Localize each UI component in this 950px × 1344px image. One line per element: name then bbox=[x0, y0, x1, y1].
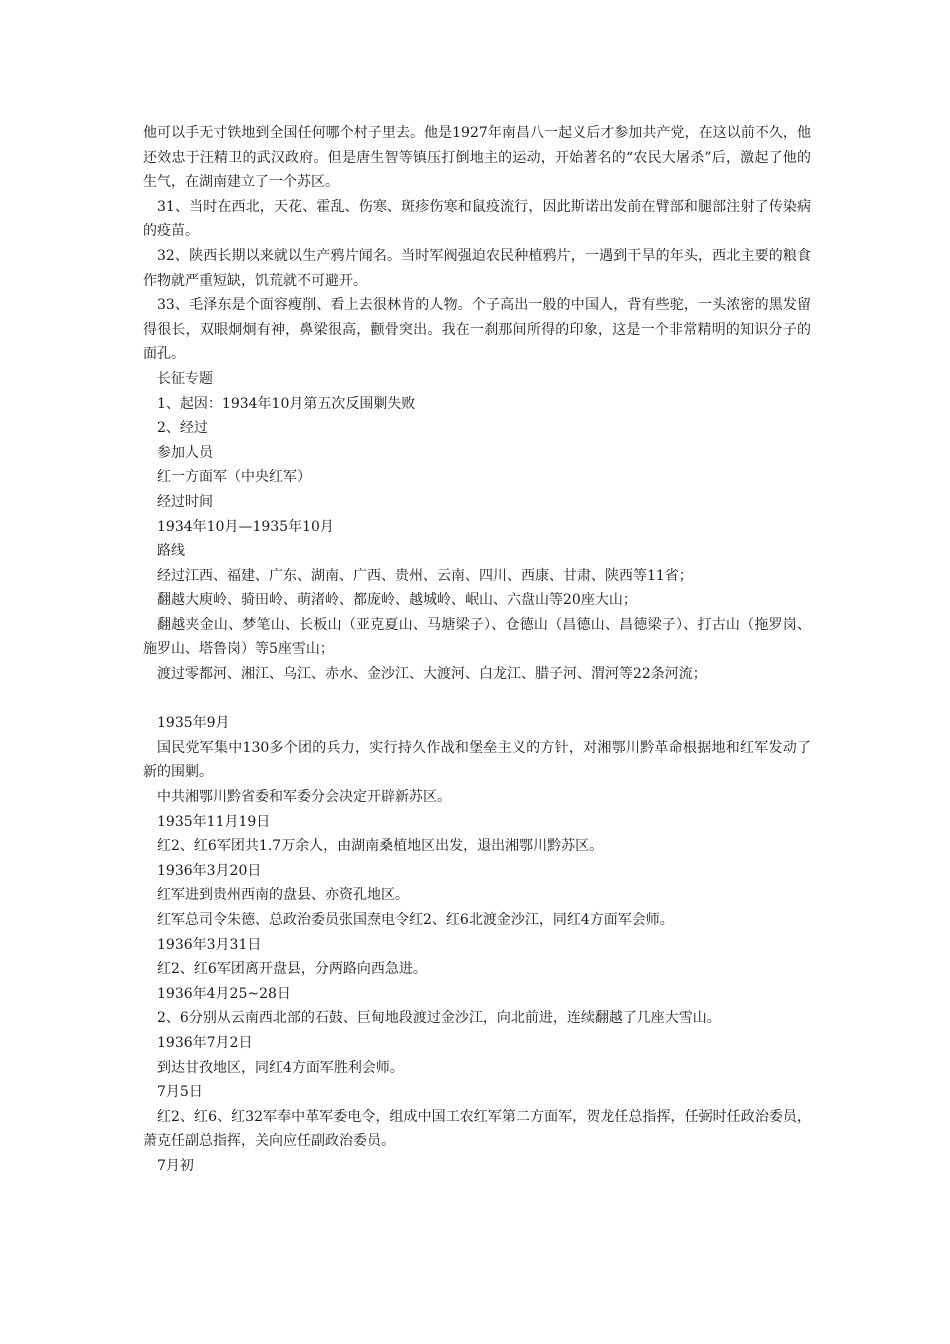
paragraph: 经过时间 bbox=[157, 493, 213, 510]
paragraph: 7月初 bbox=[157, 1157, 194, 1174]
document-page bbox=[143, 121, 811, 1179]
paragraph: 参加人员 bbox=[157, 444, 213, 461]
paragraph: 33、毛泽东是个面容瘦削、看上去很林肯的人物。个子高出一般的中国人，背有些驼，一头浓密的黑发留得很长，双眼炯炯有神，鼻梁很高，颧骨突出。我在一刹那间所得的印象，这是一个非常精明的知识分子的面孔。 bbox=[143, 297, 811, 363]
paragraph: 经过江西、福建、广东、湖南、广西、贵州、云南、四川、西康、甘肃、陕西等11省； bbox=[157, 567, 693, 584]
paragraph: 红一方面军（中央红军） bbox=[157, 469, 311, 486]
paragraph: 1935年11月19日 bbox=[157, 813, 271, 830]
document-body bbox=[143, 121, 811, 1179]
paragraph: 1936年7月2日 bbox=[157, 1034, 253, 1051]
paragraph: 国民党军集中130多个团的兵力，实行持久作战和堡垒主义的方针，对湘鄂川黔革命根据地和红军发动了新的围剿。 bbox=[143, 739, 811, 781]
paragraph: 翻越大庾岭、骑田岭、萌渚岭、都庞岭、越城岭、岷山、六盘山等20座大山； bbox=[157, 592, 637, 609]
paragraph: 红军进到贵州西南的盘县、亦资孔地区。 bbox=[157, 887, 409, 904]
paragraph: 1936年3月31日 bbox=[157, 936, 262, 953]
paragraph: 1、起因：1934年10月第五次反围剿失败 bbox=[157, 395, 416, 412]
paragraph: 红2、红6、红32军奉中革军委电令，组成中国工农红军第二方面军，贺龙任总指挥，任弼时任政治委员，萧克任副总指挥，关向应任副政治委员。 bbox=[143, 1108, 811, 1150]
paragraph: 翻越夹金山、梦笔山、长板山（亚克夏山、马塘梁子）、仓德山（昌德山、昌德梁子）、打古山（拖罗岗、施罗山、塔鲁岗）等5座雪山； bbox=[143, 616, 811, 658]
paragraph: 路线 bbox=[157, 543, 185, 560]
paragraph: 长征专题 bbox=[157, 370, 213, 387]
paragraph: 渡过零都河、湘江、乌江、赤水、金沙江、大渡河、白龙江、腊子河、渭河等22条河流； bbox=[157, 666, 707, 683]
paragraph: 到达甘孜地区，同红4方面军胜利会师。 bbox=[157, 1059, 404, 1076]
paragraph: 中共湘鄂川黔省委和军委分会决定开辟新苏区。 bbox=[157, 789, 451, 806]
paragraph: 1935年9月 bbox=[157, 715, 230, 732]
paragraph: 32、陕西长期以来就以生产鸦片闻名。当时军阀强迫农民种植鸦片，一遇到干旱的年头，西北主要的粮食作物就严重短缺，饥荒就不可避开。 bbox=[143, 247, 811, 289]
paragraph: 1936年4月25~28日 bbox=[157, 985, 291, 1002]
paragraph: 他可以手无寸铁地到全国任何哪个村子里去。他是1927年南昌八一起义后才参加共产党，在这以前不久，他还效忠于汪精卫的武汉政府。但是唐生智等镇压打倒地主的运动，开始著名的“农民大屠杀”后，激起了他的生气，在湖南建立了一个苏区。 bbox=[143, 125, 811, 191]
blank-line bbox=[143, 687, 811, 712]
paragraph: 红2、红6军团离开盘县，分两路向西急进。 bbox=[157, 961, 427, 978]
paragraph: 红2、红6军团共1.7万余人，由湖南桑植地区出发，退出湘鄂川黔苏区。 bbox=[157, 838, 604, 855]
paragraph: 2、经过 bbox=[157, 420, 208, 437]
paragraph: 7月5日 bbox=[157, 1084, 203, 1101]
paragraph: 2、6分别从云南西北部的石鼓、巨甸地段渡过金沙江，向北前进，连续翻越了几座大雪山。 bbox=[157, 1010, 721, 1027]
paragraph: 1936年3月20日 bbox=[157, 862, 262, 879]
paragraph: 红军总司令朱德、总政治委员张国焘电令红2、红6北渡金沙江，同红4方面军会师。 bbox=[157, 912, 674, 928]
paragraph: 1934年10月—1935年10月 bbox=[157, 518, 334, 535]
paragraph: 31、当时在西北，天花、霍乱、伤寒、斑疹伤寒和鼠疫流行，因此斯诺出发前在臂部和腿部注射了传染病的疫苗。 bbox=[143, 198, 811, 240]
